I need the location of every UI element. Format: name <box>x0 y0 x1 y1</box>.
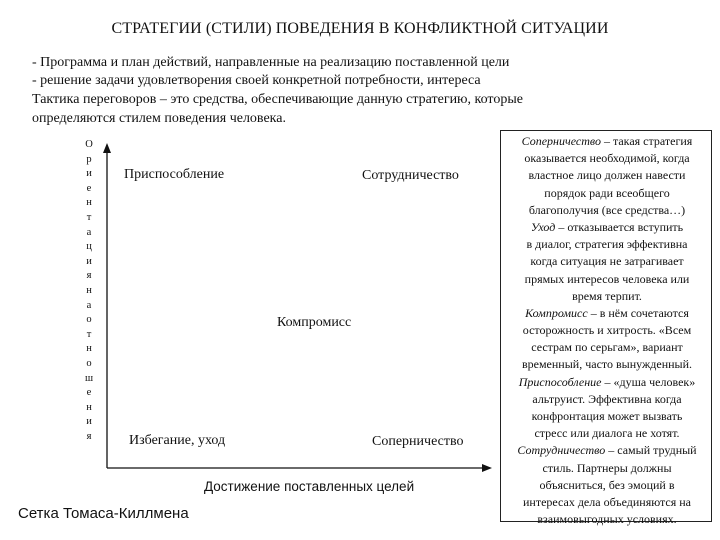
y-axis-letter: О <box>85 139 93 150</box>
quadrant-compromise: Компромисс <box>277 315 352 330</box>
y-axis-letter: а <box>86 299 92 311</box>
description-line: осторожность и хитрость. «Всем <box>522 323 692 338</box>
intro-line-4: определяются стилем поведения человека. <box>32 111 286 126</box>
y-axis-letter: е <box>86 182 92 194</box>
description-line: Соперничество – такая стратегия <box>521 134 693 148</box>
strategy-descriptions <box>503 133 711 528</box>
y-axis-letter: н <box>86 343 92 355</box>
y-axis-letter: я <box>86 430 92 442</box>
y-axis-letter: р <box>86 153 92 165</box>
quadrant-accommodation: Приспособление <box>124 167 225 182</box>
intro-line-2: - решение задачи удовлетворения своей конкретной потребности, интереса <box>32 73 481 88</box>
y-axis-letter: ц <box>86 241 92 253</box>
y-axis-letter: и <box>86 416 92 428</box>
y-axis-letter: н <box>86 401 92 413</box>
description-line: объясниться, без эмоций в <box>539 477 675 492</box>
diagram-caption: Сетка Томаса-Киллмена <box>18 505 189 522</box>
description-line: благополучия (все средства…) <box>528 202 686 217</box>
description-line: властное лицо должен навести <box>528 168 686 183</box>
page-title: СТРАТЕГИИ (СТИЛИ) ПОВЕДЕНИЯ В КОНФЛИКТНОЙ СИТУАЦИИ <box>111 20 609 37</box>
description-line: взаимовыгодных условиях. <box>537 512 677 527</box>
description-line: Уход – отказывается вступить <box>530 219 684 234</box>
intro-line-3: Тактика переговоров – это средства, обеспечивающие данную стратегию, которые <box>32 92 523 107</box>
y-axis-letter: и <box>86 255 92 267</box>
y-axis-letter: я <box>86 270 92 282</box>
description-line: оказывается необходимой, когда <box>524 151 690 166</box>
description-line: в диалог, стратегия эффективна <box>526 237 688 252</box>
description-line: время терпит. <box>572 288 642 303</box>
x-axis-label: Достижение поставленных целей <box>204 479 415 494</box>
description-line: стресс или диалога не хотят. <box>534 426 680 441</box>
quadrant-avoidance: Избегание, уход <box>129 433 226 448</box>
description-line: порядок ради всеобщего <box>544 185 670 200</box>
y-axis-letter: н <box>86 284 92 296</box>
description-line: прямых интересов человека или <box>524 271 690 286</box>
y-axis-letter: н <box>86 197 92 209</box>
description-line: Приспособление – «душа человек» <box>518 374 696 389</box>
description-line: интересах дела объединяются на <box>522 494 692 509</box>
y-axis-letter: о <box>86 357 92 369</box>
y-axis-letter: а <box>86 226 92 238</box>
quadrant-collaboration: Сотрудничество <box>362 168 459 183</box>
y-axis-letter: ш <box>84 372 94 384</box>
description-line: сестрам по серьгам», вариант <box>531 340 683 355</box>
description-line: конфронтация может вызвать <box>531 409 683 423</box>
description-line: стиль. Партнеры должны <box>542 460 672 475</box>
description-line: когда ситуация не затрагивает <box>530 254 684 269</box>
y-axis-letter: е <box>86 387 92 399</box>
description-line: Сотрудничество – самый трудный <box>517 443 697 458</box>
intro-line-1: - Программа и план действий, направленные на реализацию поставленной цели <box>32 55 510 70</box>
quadrant-competition: Соперничество <box>372 434 464 449</box>
description-line: временный, часто вынужденный. <box>521 357 693 372</box>
description-line: альтруист. Эффективна когда <box>532 391 682 406</box>
y-axis-letter: т <box>86 211 92 223</box>
description-line: Компромисс – в нём сочетаются <box>525 305 689 320</box>
y-axis-letter: и <box>86 168 92 180</box>
y-axis-letter: о <box>86 314 92 326</box>
y-axis-letter: т <box>86 328 92 340</box>
